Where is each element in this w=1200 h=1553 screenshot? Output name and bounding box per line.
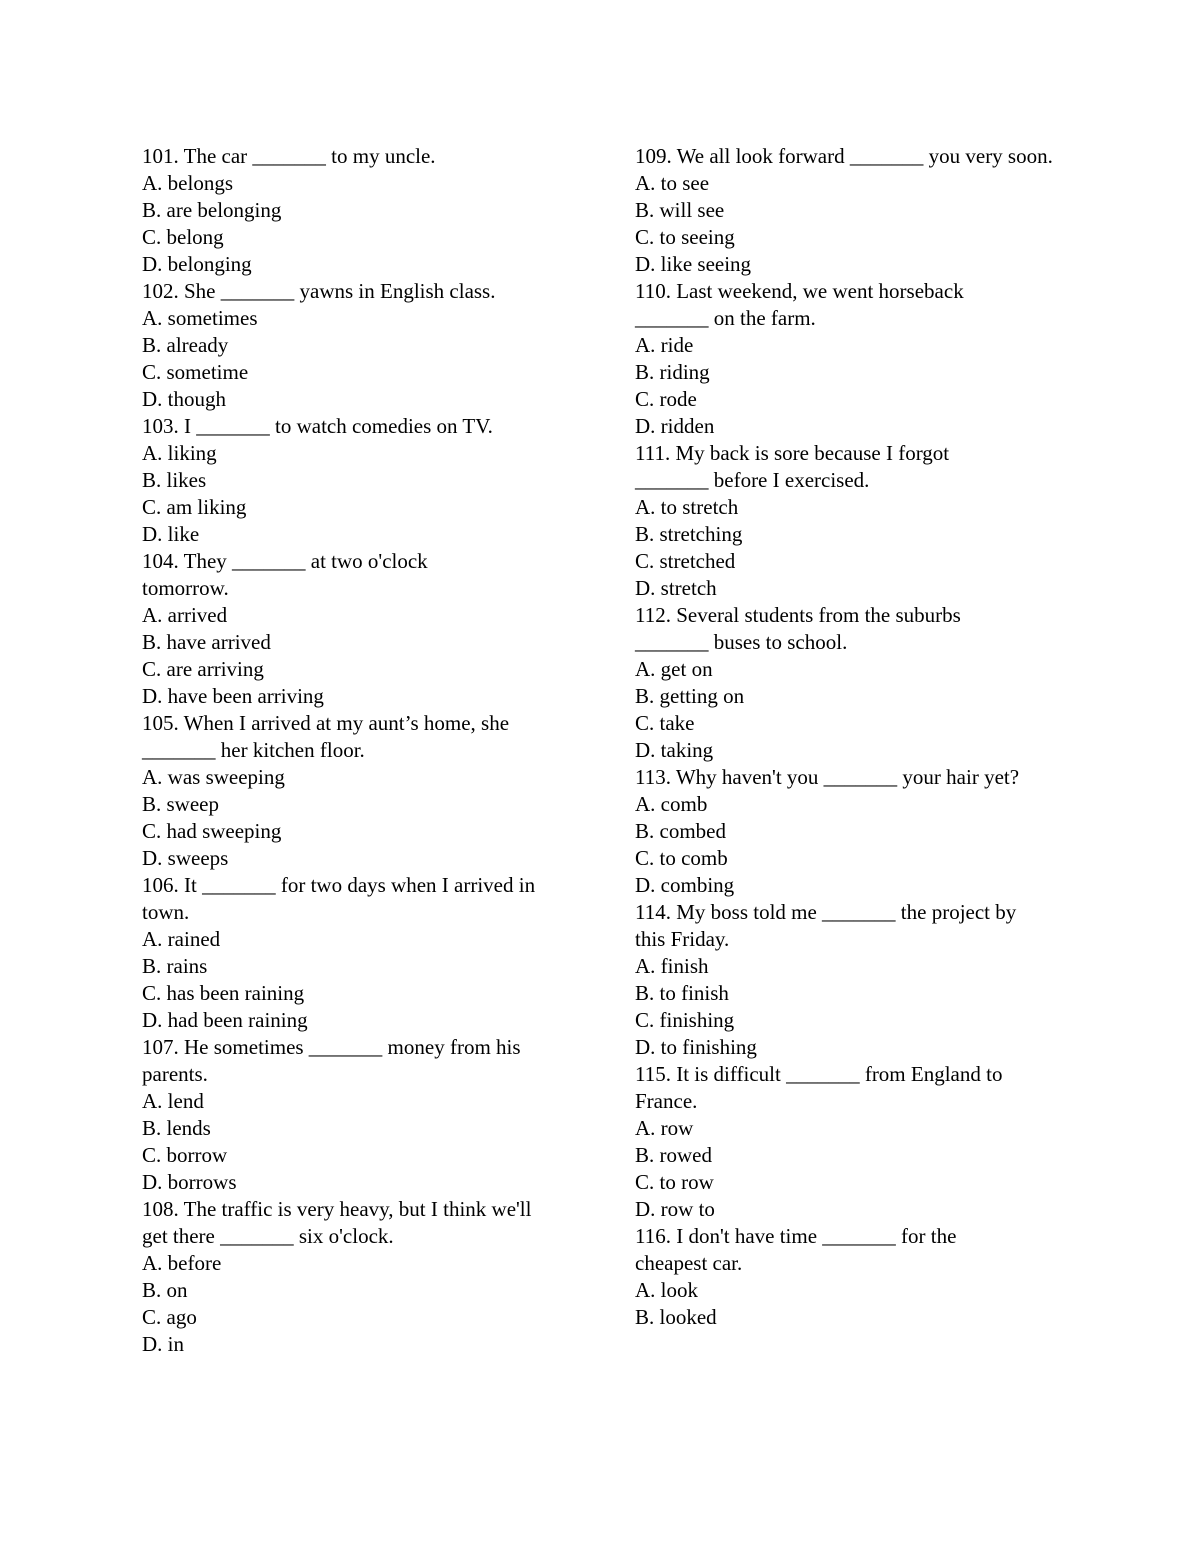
question-104: 104. They _______ at two o'clock tomorrow. [142,549,428,600]
option-104-a: A. arrived [142,603,228,627]
option-109-c: C. to seeing [635,225,735,249]
question-107: 107. He sometimes _______ money from his parents. [142,1035,521,1086]
option-112-c: C. take [635,711,695,735]
option-111-c: C. stretched [635,549,736,573]
option-101-b: B. are belonging [142,198,282,222]
option-108-b: B. on [142,1278,188,1302]
question-115: 115. It is difficult _______ from England to France. [635,1062,1003,1113]
option-113-a: A. comb [635,792,708,816]
option-108-c: C. ago [142,1305,197,1329]
option-115-b: B. rowed [635,1143,712,1167]
option-116-b: B. looked [635,1305,717,1329]
option-114-d: D. to finishing [635,1035,757,1059]
option-113-d: D. combing [635,873,735,897]
option-106-b: B. rains [142,954,208,978]
option-112-a: A. get on [635,657,713,681]
question-105: 105. When I arrived at my aunt’s home, she _______ her kitchen floor. [142,711,510,762]
option-102-c: C. sometime [142,360,249,384]
option-102-b: B. already [142,333,229,357]
question-113: 113. Why haven't you _______ your hair yet? [635,765,1020,789]
option-109-a: A. to see [635,171,710,195]
option-107-d: D. borrows [142,1170,237,1194]
option-101-a: A. belongs [142,171,233,195]
option-115-c: C. to row [635,1170,714,1194]
question-106: 106. It _______ for two days when I arrived in town. [142,873,536,924]
option-103-a: A. liking [142,441,217,465]
option-104-c: C. are arriving [142,657,264,681]
option-112-d: D. taking [635,738,714,762]
question-103: 103. I _______ to watch comedies on TV. [142,414,493,438]
option-113-c: C. to comb [635,846,728,870]
option-101-c: C. belong [142,225,224,249]
option-106-d: D. had been raining [142,1008,308,1032]
option-110-d: D. ridden [635,414,715,438]
option-102-a: A. sometimes [142,306,258,330]
option-115-a: A. row [635,1116,694,1140]
left-column [142,143,572,1358]
option-109-d: D. like seeing [635,252,752,276]
option-108-a: A. before [142,1251,222,1275]
option-105-d: D. sweeps [142,846,229,870]
option-115-d: D. row to [635,1197,715,1221]
option-110-a: A. ride [635,333,694,357]
question-116: 116. I don't have time _______ for the cheapest car. [635,1224,957,1275]
question-101: 101. The car _______ to my uncle. [142,144,436,168]
option-105-c: C. had sweeping [142,819,282,843]
option-108-d: D. in [142,1332,184,1356]
question-109: 109. We all look forward _______ you very soon. [635,144,1053,168]
option-116-a: A. look [635,1278,698,1302]
option-107-a: A. lend [142,1089,204,1113]
option-104-b: B. have arrived [142,630,271,654]
right-column [635,143,1060,1331]
option-107-c: C. borrow [142,1143,228,1167]
question-110: 110. Last weekend, we went horseback _______ on the farm. [635,279,964,330]
option-103-d: D. like [142,522,200,546]
option-110-c: C. rode [635,387,697,411]
question-114: 114. My boss told me _______ the project by this Friday. [635,900,1017,951]
option-101-d: D. belonging [142,252,252,276]
option-107-b: B. lends [142,1116,211,1140]
option-106-a: A. rained [142,927,221,951]
option-105-b: B. sweep [142,792,219,816]
question-102: 102. She _______ yawns in English class. [142,279,496,303]
question-111: 111. My back is sore because I forgot _______ before I exercised. [635,441,950,492]
question-112: 112. Several students from the suburbs _______ buses to school. [635,603,961,654]
option-112-b: B. getting on [635,684,745,708]
question-108: 108. The traffic is very heavy, but I think we'll get there _______ six o'clock. [142,1197,532,1248]
option-111-a: A. to stretch [635,495,739,519]
option-111-d: D. stretch [635,576,717,600]
option-109-b: B. will see [635,198,725,222]
option-110-b: B. riding [635,360,710,384]
option-111-b: B. stretching [635,522,743,546]
option-105-a: A. was sweeping [142,765,285,789]
option-103-c: C. am liking [142,495,247,519]
option-103-b: B. likes [142,468,207,492]
option-113-b: B. combed [635,819,726,843]
option-104-d: D. have been arriving [142,684,324,708]
option-114-a: A. finish [635,954,709,978]
option-114-c: C. finishing [635,1008,735,1032]
option-114-b: B. to finish [635,981,729,1005]
option-106-c: C. has been raining [142,981,305,1005]
option-102-d: D. though [142,387,226,411]
